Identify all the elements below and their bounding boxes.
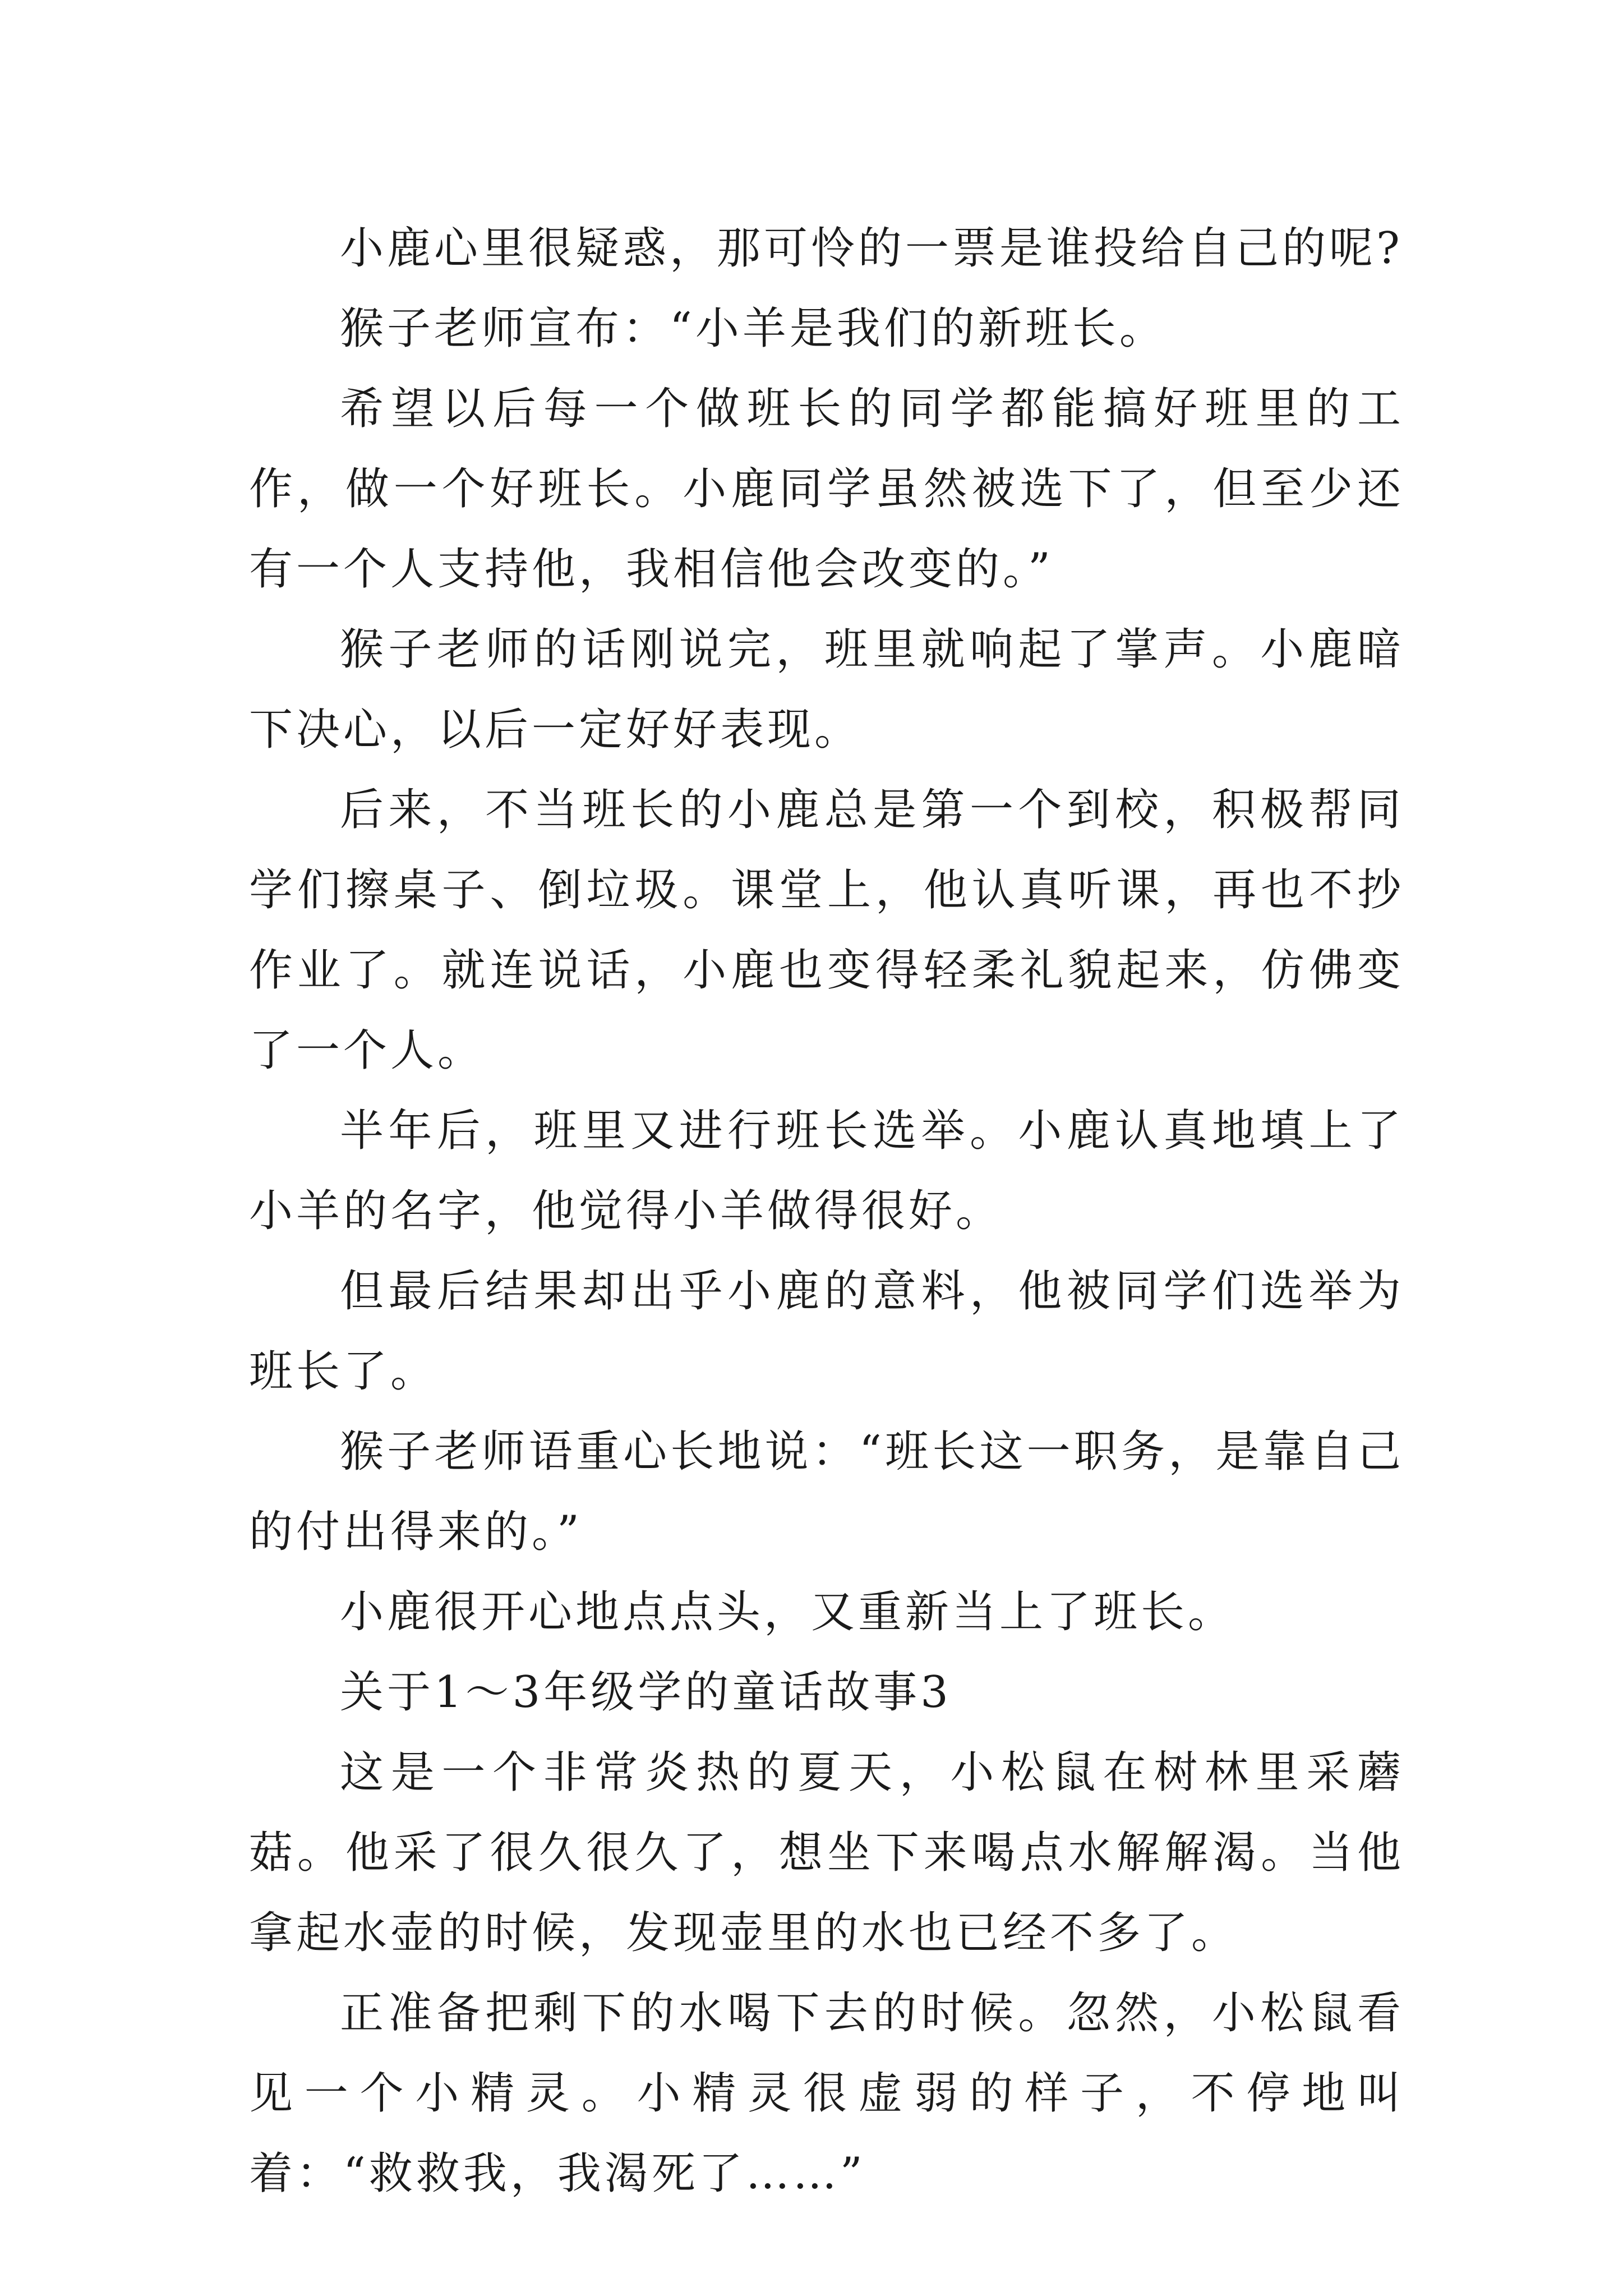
paragraph: 半年后，班里又进行班长选举。小鹿认真地填上了小羊的名字，他觉得小羊做得很好。 <box>249 1106 1404 1236</box>
section-heading: 关于1～3年级学的童话故事3 <box>340 1667 952 1718</box>
paragraph: 这是一个非常炎热的夏天，小松鼠在树林里采蘑菇。他采了很久很久了，想坐下来喝点水解解渴。当他拿起水壶的时候，发现壶里的水也已经不多了。 <box>249 1747 1404 1958</box>
paragraph: 猴子老师语重心长地说：“班长这一职务，是靠自己的付出得来的。” <box>249 1427 1404 1557</box>
paragraph: 希望以后每一个做班长的同学都能搞好班里的工作，做一个好班长。小鹿同学虽然被选下了，但至少还有一个人支持他，我相信他会改变的。” <box>249 384 1404 595</box>
paragraph: 但最后结果却出乎小鹿的意料，他被同学们选举为班长了。 <box>249 1266 1404 1397</box>
paragraph: 猴子老师宣布：“小羊是我们的新班长。 <box>340 303 1166 354</box>
paragraph: 猴子老师的话刚说完，班里就响起了掌声。小鹿暗下决心，以后一定好好表现。 <box>249 624 1404 755</box>
paragraph: 小鹿心里很疑惑，那可怜的一票是谁投给自己的呢? <box>340 223 1403 274</box>
paragraph: 小鹿很开心地点点头，又重新当上了班长。 <box>340 1587 1235 1637</box>
paragraph: 正准备把剩下的水喝下去的时候。忽然，小松鼠看见一个小精灵。小精灵很虚弱的样子，不停地叫着：“救救我，我渴死了……” <box>249 1988 1404 2199</box>
document-body <box>249 209 1404 2214</box>
paragraph: 后来，不当班长的小鹿总是第一个到校，积极帮同学们擦桌子、倒垃圾。课堂上，他认真听课，再也不抄作业了。就连说话，小鹿也变得轻柔礼貌起来，仿佛变了一个人。 <box>249 785 1404 1076</box>
